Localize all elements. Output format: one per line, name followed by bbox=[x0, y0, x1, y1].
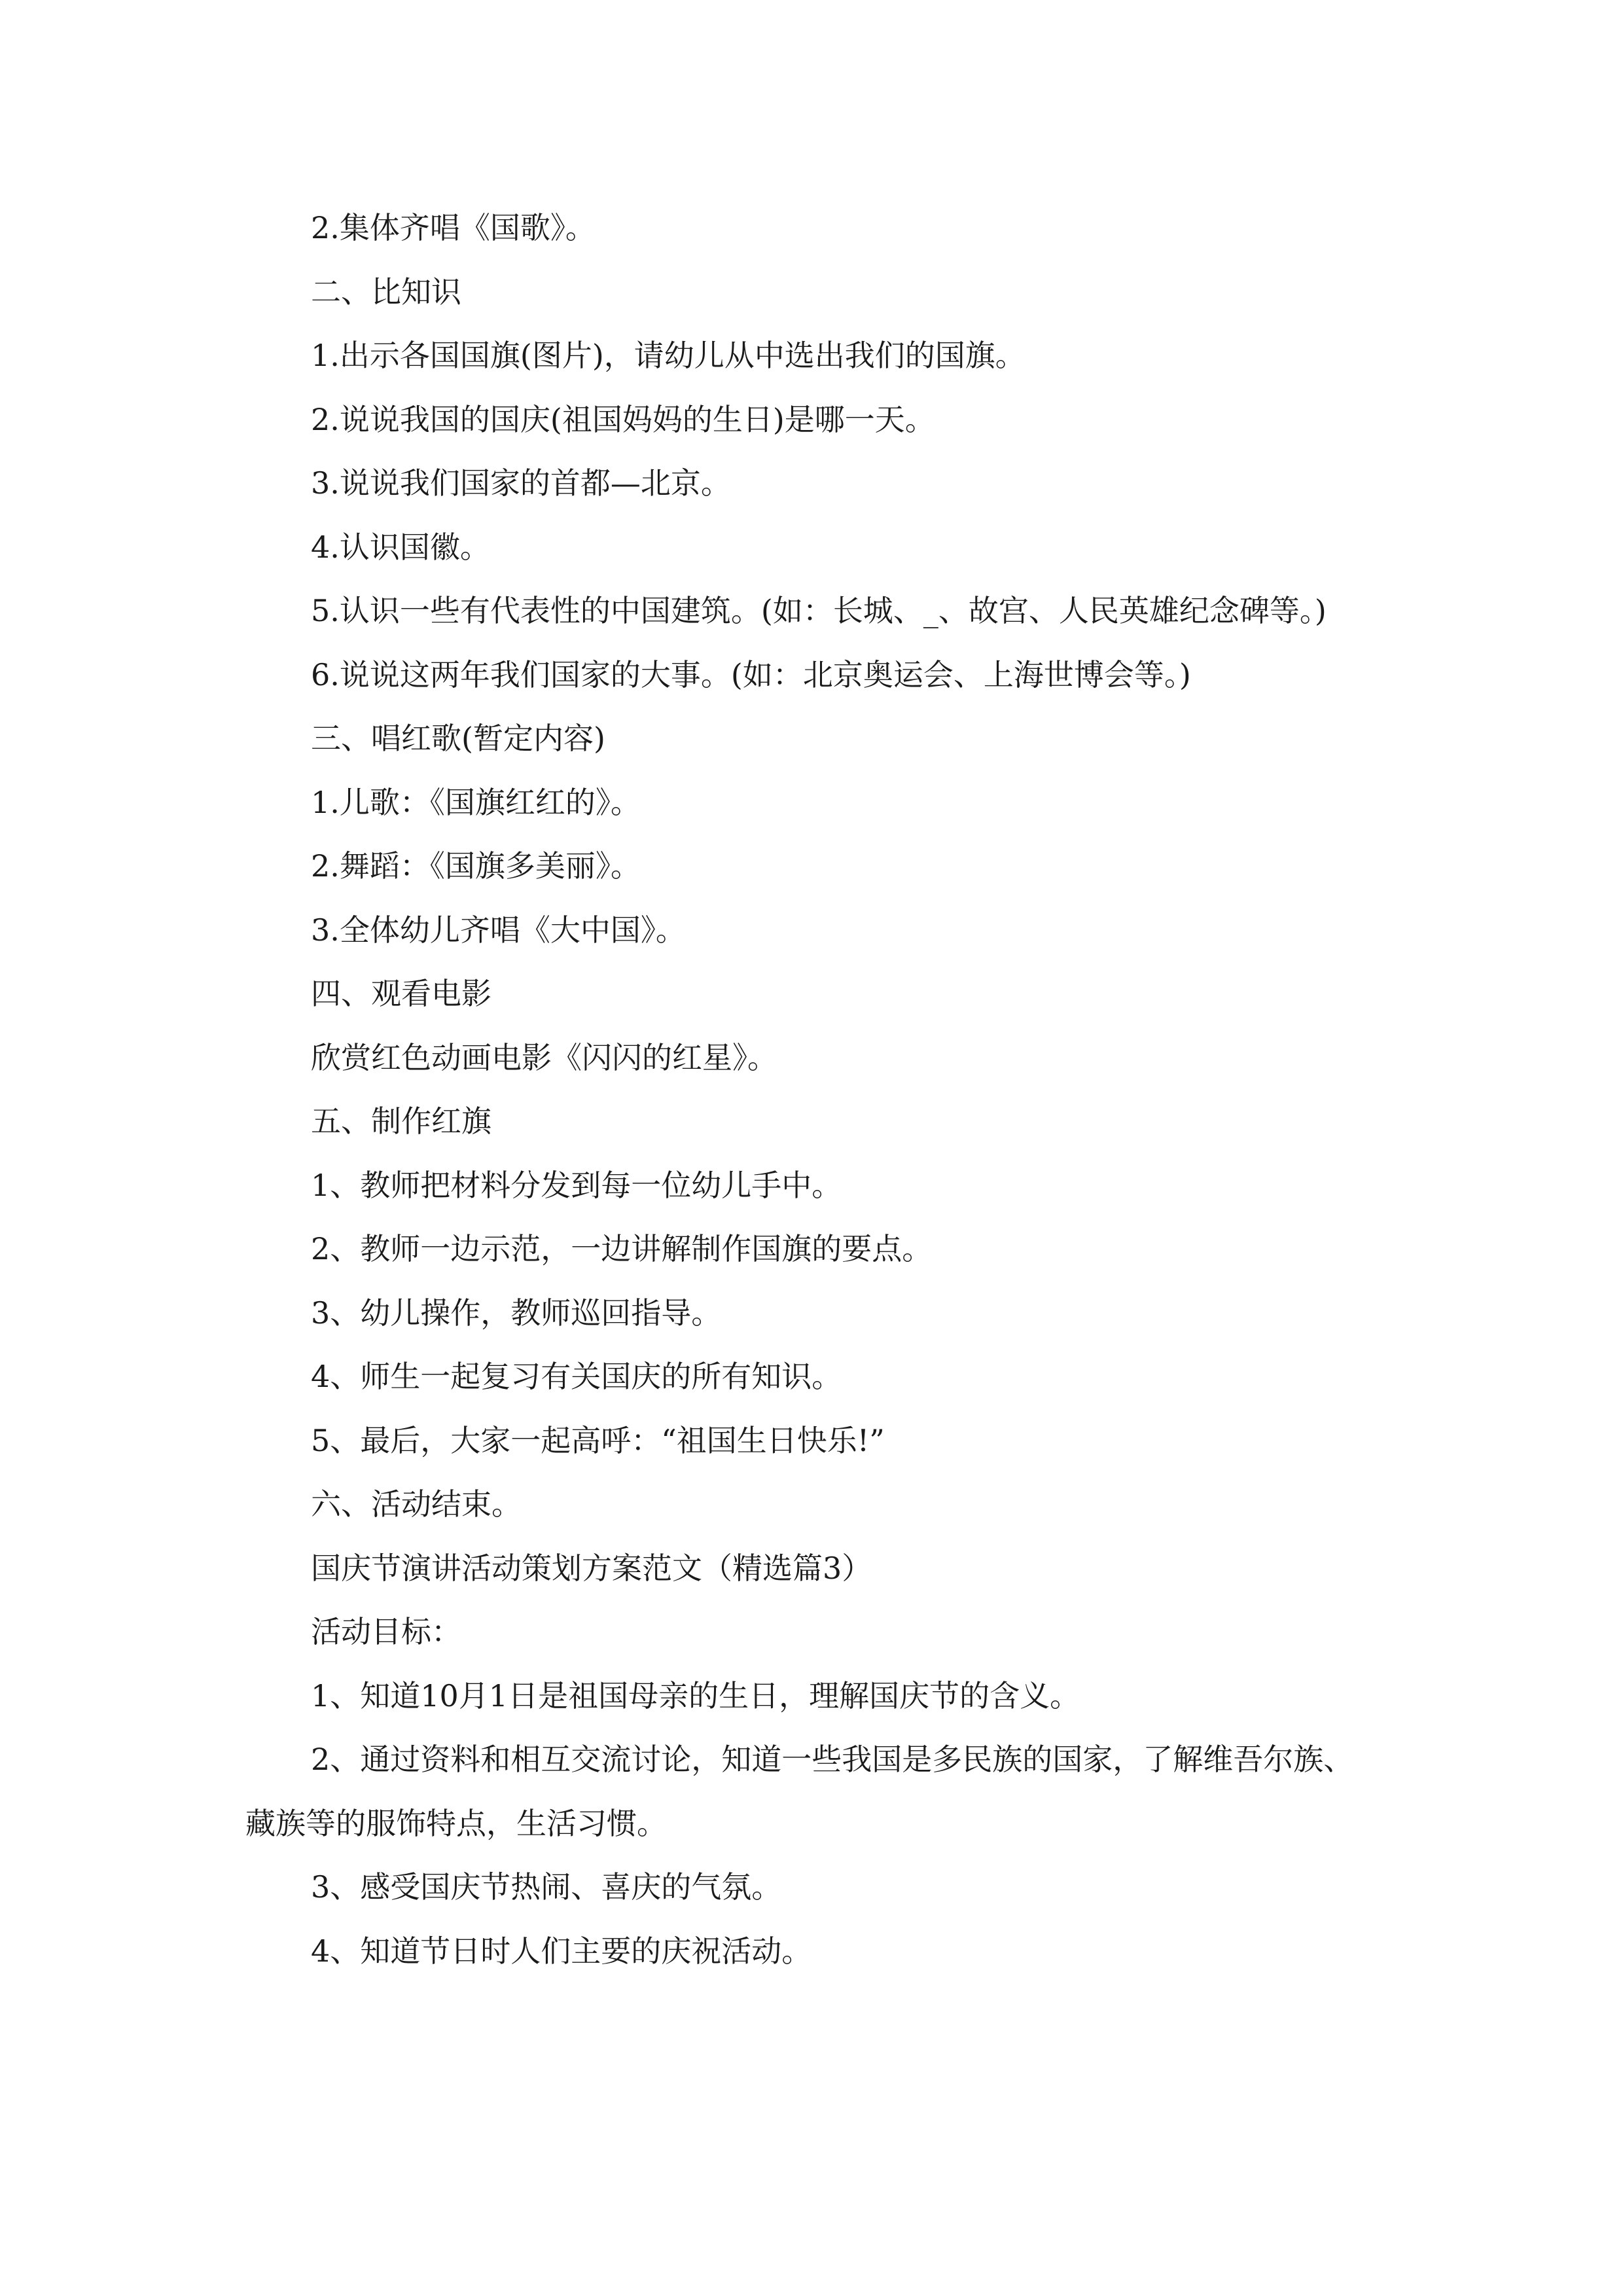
section-heading: 四、观看电影 bbox=[311, 976, 491, 1011]
paragraph: 6.说说这两年我们国家的大事。(如：北京奥运会、上海世博会等。) bbox=[311, 656, 1191, 692]
paragraph: 4.认识国徽。 bbox=[311, 529, 490, 565]
paragraph: 3、感受国庆节热闹、喜庆的气氛。 bbox=[311, 1869, 782, 1905]
section-heading: 三、唱红歌(暂定内容) bbox=[311, 721, 605, 756]
paragraph: 2.舞蹈：《国旗多美丽》。 bbox=[311, 848, 641, 884]
paragraph: 1、知道10月1日是祖国母亲的生日，理解国庆节的含义。 bbox=[311, 1677, 1080, 1713]
article-title: 国庆节演讲活动策划方案范文（精选篇3） bbox=[311, 1550, 872, 1586]
paragraph: 1.儿歌：《国旗红红的》。 bbox=[311, 784, 641, 820]
paragraph: 3、幼儿操作，教师巡回指导。 bbox=[311, 1295, 722, 1331]
paragraph: 5、最后，大家一起高呼：“祖国生日快乐!” bbox=[311, 1422, 885, 1458]
section-heading: 二、比知识 bbox=[311, 274, 461, 310]
paragraph: 1、教师把材料分发到每一位幼儿手中。 bbox=[311, 1167, 842, 1203]
paragraph: 2.集体齐唱《国歌》。 bbox=[311, 210, 596, 245]
paragraph: 2、教师一边示范，一边讲解制作国旗的要点。 bbox=[311, 1231, 933, 1266]
section-heading: 五、制作红旗 bbox=[311, 1103, 491, 1139]
paragraph: 3.说说我们国家的首都—北京。 bbox=[311, 465, 731, 501]
paragraph: 1.出示各国国旗(图片)，请幼儿从中选出我们的国旗。 bbox=[311, 338, 1026, 373]
section-heading: 六、活动结束。 bbox=[311, 1486, 522, 1522]
paragraph: 欣赏红色动画电影《闪闪的红星》。 bbox=[311, 1039, 777, 1075]
paragraph: 2、通过资料和相互交流讨论，知道一些我国是多民族的国家，了解维吾尔族、藏族等的服饰特点，生活习惯。 bbox=[245, 1742, 1354, 1841]
paragraph: 5.认识一些有代表性的中国建筑。(如：长城、_、故宫、人民英雄纪念碑等。) bbox=[311, 593, 1327, 628]
paragraph: 3.全体幼儿齐唱《大中国》。 bbox=[311, 912, 686, 948]
document-body bbox=[245, 196, 1381, 1983]
paragraph: 4、师生一起复习有关国庆的所有知识。 bbox=[311, 1359, 842, 1394]
section-heading: 活动目标： bbox=[311, 1614, 461, 1649]
paragraph: 4、知道节日时人们主要的庆祝活动。 bbox=[311, 1933, 812, 1969]
paragraph: 2.说说我国的国庆(祖国妈妈的生日)是哪一天。 bbox=[311, 401, 935, 437]
